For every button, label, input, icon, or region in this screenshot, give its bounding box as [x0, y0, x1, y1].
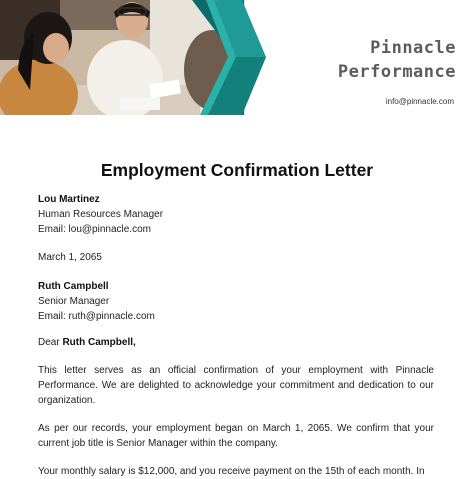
greeting [38, 335, 136, 350]
recipient-name: Ruth Campbell [38, 281, 109, 292]
paragraph-confirmation: This letter serves as an official confirmation of your employment with Pinnacle Performance. We are delighted to acknowledge your commitment and dedication to our organization. [38, 365, 434, 406]
letter-date [38, 250, 102, 265]
recipient-position: Senior Manager [38, 296, 110, 307]
letterhead [0, 0, 474, 118]
sender-email: Email: lou@pinnacle.com [38, 224, 151, 235]
letter-title: Employment Confirmation Letter [100, 160, 374, 180]
greeting-name: Ruth Campbell, [62, 337, 136, 348]
paragraph-start-date: As per our records, your employment began on March 1, 2065. We confirm that your current job title is Senior Manager within the company. [38, 423, 434, 449]
recipient-block [38, 279, 155, 324]
company-name-line1: Pinnacle [370, 38, 456, 58]
company-name-line2: Performance [337, 62, 456, 82]
recipient-email: Email: ruth@pinnacle.com [38, 311, 155, 322]
sender-block [38, 192, 163, 237]
greeting-prefix: Dear [38, 337, 63, 348]
paragraph-salary: Your monthly salary is $12,000, and you receive payment on the 15th of each month. In [38, 466, 425, 477]
company-email: info@pinnacle.com [385, 97, 454, 106]
date-text: March 1, 2065 [38, 252, 102, 263]
company-name [290, 36, 456, 84]
sender-position: Human Resources Manager [38, 209, 164, 220]
sender-name: Lou Martinez [38, 194, 100, 205]
